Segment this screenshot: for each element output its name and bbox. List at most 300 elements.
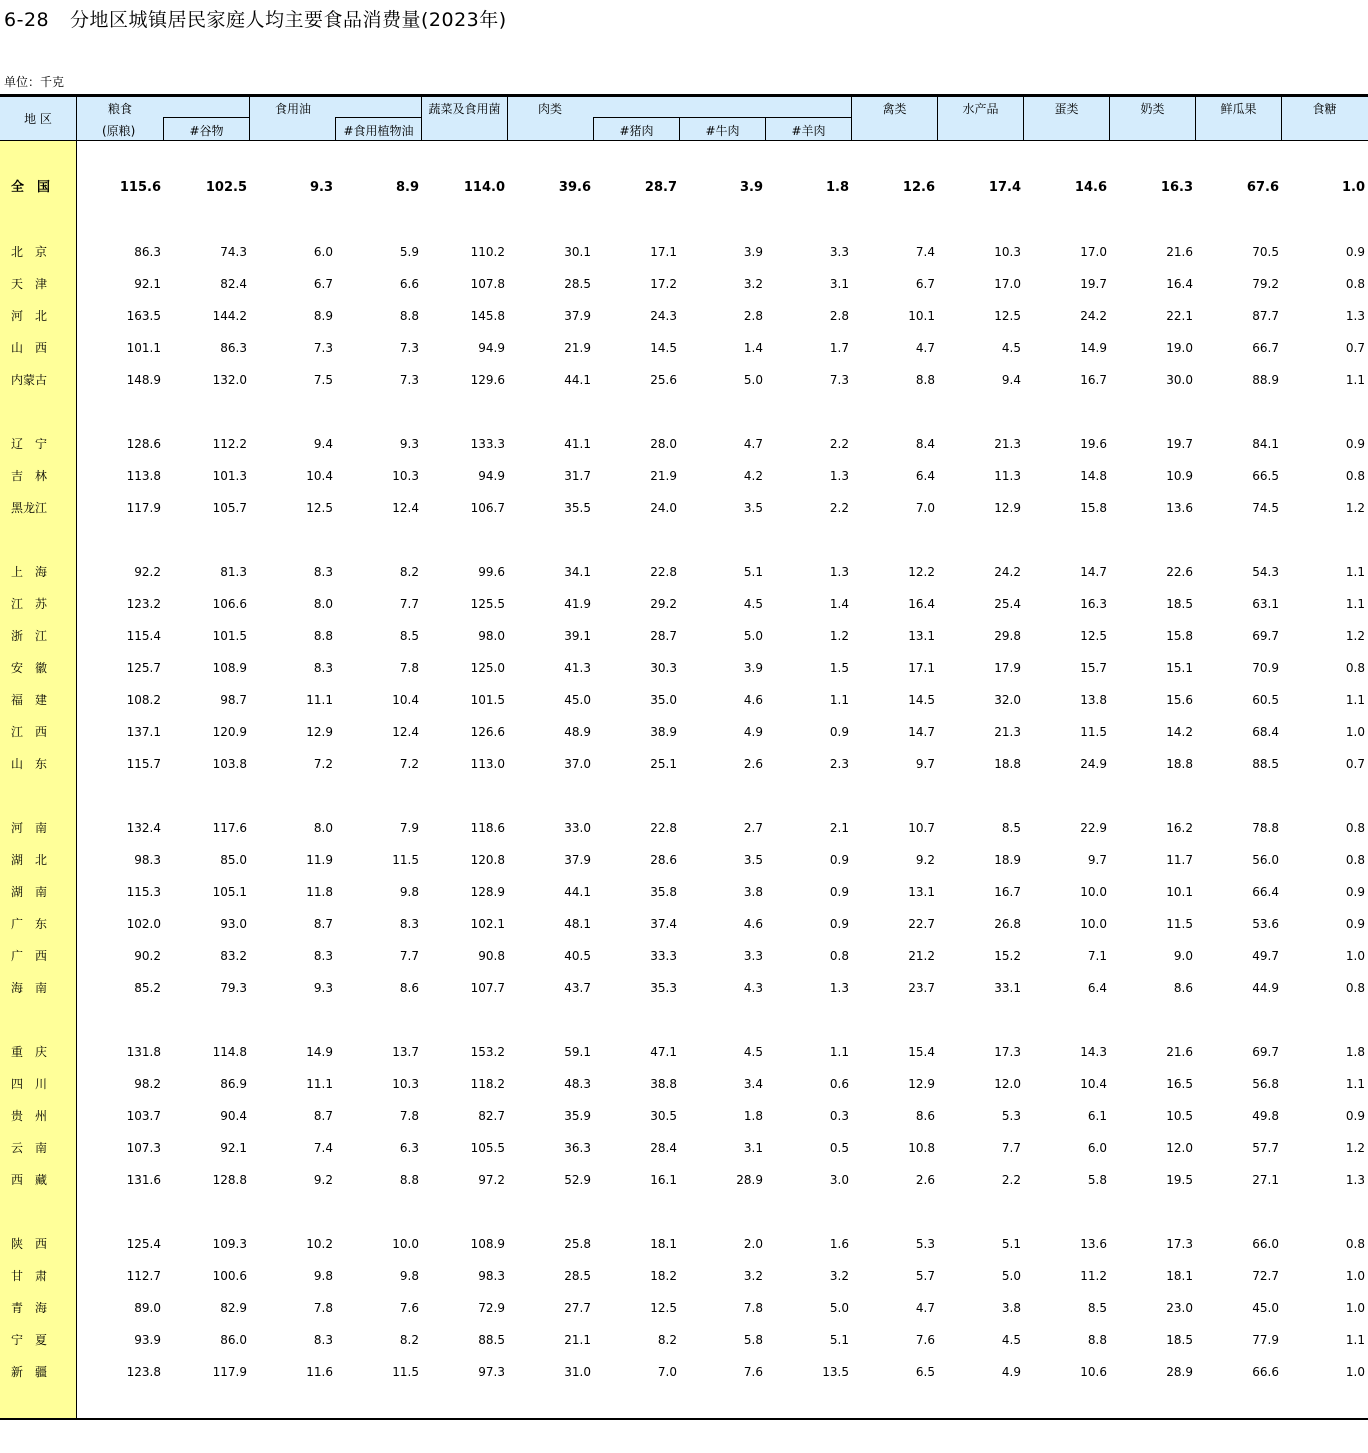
top-rule (0, 94, 1368, 97)
table-cell: 120.8 (470, 853, 505, 867)
region-name: 贵 州 (11, 1109, 48, 1123)
table-cell: 1.3 (829, 981, 849, 995)
table-cell: 7.8 (313, 1301, 333, 1315)
table-cell: 16.3 (1080, 597, 1107, 611)
table-cell: 3.8 (1001, 1301, 1021, 1315)
header-aquatic: 水产品 (962, 102, 999, 116)
table-cell: 88.5 (1252, 757, 1279, 771)
header-fruit: 鲜瓜果 (1220, 102, 1257, 116)
table-cell: 86.9 (220, 1077, 247, 1091)
table-row (0, 1260, 1368, 1292)
table-cell: 8.3 (313, 1333, 333, 1347)
table-cell: 3.5 (743, 501, 763, 515)
header-cereal: #谷物 (189, 124, 224, 138)
table-row (0, 300, 1368, 332)
table-cell: 12.4 (392, 725, 419, 739)
table-cell: 10.0 (1080, 917, 1107, 931)
table-cell: 8.7 (313, 917, 333, 931)
table-cell: 19.7 (1166, 437, 1193, 451)
table-cell: 93.9 (134, 1333, 161, 1347)
table-cell: 18.5 (1166, 1333, 1193, 1347)
table-cell: 15.1 (1166, 661, 1193, 675)
table-cell: 12.6 (902, 180, 935, 195)
table-cell: 9.2 (915, 853, 935, 867)
table-cell: 100.6 (212, 1269, 247, 1283)
table-cell: 19.7 (1080, 277, 1107, 291)
table-cell: 0.9 (1345, 885, 1365, 899)
table-cell: 18.9 (994, 853, 1021, 867)
table-cell: 131.8 (126, 1045, 161, 1059)
table-cell: 137.1 (126, 725, 161, 739)
table-cell: 32.0 (994, 693, 1021, 707)
table-cell: 79.3 (220, 981, 247, 995)
table-cell: 117.6 (212, 821, 247, 835)
table-cell: 14.5 (650, 341, 677, 355)
table-cell: 101.5 (212, 629, 247, 643)
table-cell: 1.3 (829, 469, 849, 483)
table-cell: 6.7 (313, 277, 333, 291)
table-cell: 81.3 (220, 565, 247, 579)
table-cell: 14.9 (1080, 341, 1107, 355)
table-cell: 7.1 (1087, 949, 1107, 963)
table-cell: 106.6 (212, 597, 247, 611)
table-cell: 7.0 (915, 501, 935, 515)
table-cell: 28.7 (650, 629, 677, 643)
table-cell: 28.6 (650, 853, 677, 867)
table-cell: 8.8 (399, 1173, 419, 1187)
header-sugar: 食糖 (1312, 102, 1337, 116)
table-cell: 0.7 (1345, 757, 1365, 771)
table-cell: 0.7 (1345, 341, 1365, 355)
table-cell: 109.3 (212, 1237, 247, 1251)
table-cell: 14.5 (908, 693, 935, 707)
table-cell: 8.2 (657, 1333, 677, 1347)
table-cell: 16.4 (908, 597, 935, 611)
table-cell: 0.5 (829, 1141, 849, 1155)
table-cell: 1.0 (1345, 949, 1365, 963)
table-cell: 53.6 (1252, 917, 1279, 931)
table-cell: 123.2 (126, 597, 161, 611)
table-cell: 0.9 (829, 885, 849, 899)
table-row (0, 908, 1368, 940)
table-title (4, 5, 507, 32)
table-cell: 1.8 (743, 1109, 763, 1123)
table-cell: 92.1 (220, 1141, 247, 1155)
table-cell: 21.3 (994, 725, 1021, 739)
table-cell: 7.6 (743, 1365, 763, 1379)
table-cell: 105.7 (212, 501, 247, 515)
table-cell: 34.1 (564, 565, 591, 579)
table-cell: 8.9 (313, 309, 333, 323)
table-cell: 0.9 (1345, 245, 1365, 259)
table-row (0, 1324, 1368, 1356)
table-cell: 19.6 (1080, 437, 1107, 451)
table-cell: 44.1 (564, 885, 591, 899)
table-cell: 9.3 (313, 981, 333, 995)
table-cell: 66.6 (1252, 1365, 1279, 1379)
table-cell: 69.7 (1252, 1045, 1279, 1059)
table-cell: 44.1 (564, 373, 591, 387)
table-cell: 1.3 (829, 565, 849, 579)
header-poultry: 禽类 (882, 102, 907, 116)
table-cell: 90.4 (220, 1109, 247, 1123)
table-cell: 79.2 (1252, 277, 1279, 291)
table-cell: 16.7 (1080, 373, 1107, 387)
table-cell: 68.4 (1252, 725, 1279, 739)
header-veg-oil: #食用植物油 (343, 124, 414, 138)
table-cell: 35.5 (564, 501, 591, 515)
table-cell: 3.2 (829, 1269, 849, 1283)
region-name: 湖 南 (11, 885, 48, 899)
table-cell: 0.6 (829, 1077, 849, 1091)
table-cell: 1.4 (829, 597, 849, 611)
table-cell: 11.1 (306, 1077, 333, 1091)
table-cell: 1.0 (1345, 1301, 1365, 1315)
table-cell: 22.6 (1166, 565, 1193, 579)
table-cell: 85.0 (220, 853, 247, 867)
table-cell: 37.0 (564, 757, 591, 771)
table-cell: 2.2 (829, 437, 849, 451)
table-cell: 144.2 (212, 309, 247, 323)
table-cell: 1.2 (1345, 629, 1365, 643)
table-cell: 12.4 (392, 501, 419, 515)
table-cell: 2.1 (829, 821, 849, 835)
table-cell: 5.8 (1087, 1173, 1107, 1187)
table-row (0, 428, 1368, 460)
table-cell: 6.3 (399, 1141, 419, 1155)
table-cell: 28.9 (1166, 1365, 1193, 1379)
table-cell: 7.7 (1001, 1141, 1021, 1155)
table-cell: 86.3 (134, 245, 161, 259)
table-cell: 113.0 (470, 757, 505, 771)
table-cell: 72.9 (478, 1301, 505, 1315)
table-cell: 38.9 (650, 725, 677, 739)
table-cell: 117.9 (126, 501, 161, 515)
table-cell: 11.8 (306, 885, 333, 899)
table-cell: 1.1 (829, 693, 849, 707)
table-cell: 93.0 (220, 917, 247, 931)
table-cell: 128.8 (212, 1173, 247, 1187)
table-cell: 35.0 (650, 693, 677, 707)
table-cell: 66.0 (1252, 1237, 1279, 1251)
header-eggs: 蛋类 (1054, 102, 1079, 116)
table-cell: 35.8 (650, 885, 677, 899)
table-cell: 8.3 (399, 917, 419, 931)
header-beef: #牛肉 (705, 124, 740, 138)
region-name: 重 庆 (11, 1045, 48, 1059)
table-cell: 13.6 (1166, 501, 1193, 515)
table-cell: 118.2 (470, 1077, 505, 1091)
table-row (0, 1100, 1368, 1132)
table-cell: 6.6 (399, 277, 419, 291)
unit-label: 单位：千克 (4, 75, 65, 89)
table-cell: 2.3 (829, 757, 849, 771)
table-cell: 5.7 (915, 1269, 935, 1283)
table-cell: 30.1 (564, 245, 591, 259)
table-cell: 0.8 (1345, 1237, 1365, 1251)
table-cell: 1.0 (1345, 725, 1365, 739)
table-cell: 10.1 (908, 309, 935, 323)
table-row (0, 1228, 1368, 1260)
table-cell: 10.2 (306, 1237, 333, 1251)
table-cell: 12.9 (908, 1077, 935, 1091)
table-cell: 3.2 (743, 277, 763, 291)
table-cell: 16.4 (1166, 277, 1193, 291)
table-cell: 98.2 (134, 1077, 161, 1091)
table-cell: 33.0 (564, 821, 591, 835)
table-cell: 8.9 (395, 180, 419, 195)
table-cell: 3.4 (743, 1077, 763, 1091)
table-number: 6-28 (4, 9, 50, 31)
table-cell: 148.9 (126, 373, 161, 387)
table-cell: 5.3 (915, 1237, 935, 1251)
table-cell: 25.1 (650, 757, 677, 771)
table-cell: 33.1 (994, 981, 1021, 995)
table-cell: 41.9 (564, 597, 591, 611)
table-cell: 108.2 (126, 693, 161, 707)
table-cell: 8.0 (313, 821, 333, 835)
header-dairy: 奶类 (1140, 102, 1165, 116)
region-name: 陕 西 (11, 1237, 48, 1251)
table-cell: 98.3 (134, 853, 161, 867)
table-row (0, 492, 1368, 524)
region-name: 西 藏 (11, 1173, 48, 1187)
table-cell: 125.4 (126, 1237, 161, 1251)
region-name: 福 建 (11, 693, 48, 707)
table-cell: 23.0 (1166, 1301, 1193, 1315)
header-bottom-rule (0, 140, 1368, 141)
table-cell: 118.6 (470, 821, 505, 835)
table-cell: 13.7 (392, 1045, 419, 1059)
table-cell: 15.8 (1080, 501, 1107, 515)
table-row (0, 876, 1368, 908)
header-subline (593, 117, 851, 118)
region-name: 四 川 (11, 1077, 48, 1091)
table-cell: 132.0 (212, 373, 247, 387)
table-cell: 7.7 (399, 949, 419, 963)
table-row (0, 1356, 1368, 1388)
table-cell: 92.1 (134, 277, 161, 291)
table-cell: 78.8 (1252, 821, 1279, 835)
header-grain-sub: (原粮) (102, 124, 136, 138)
table-cell: 0.9 (1345, 1109, 1365, 1123)
table-cell: 45.0 (1252, 1301, 1279, 1315)
table-cell: 1.0 (1345, 1365, 1365, 1379)
table-cell: 4.5 (743, 1045, 763, 1059)
header-subline (335, 117, 422, 118)
table-row (0, 1292, 1368, 1324)
table-cell: 4.7 (915, 341, 935, 355)
table-cell: 28.5 (564, 1269, 591, 1283)
table-cell: 8.8 (1087, 1333, 1107, 1347)
table-cell: 6.0 (1087, 1141, 1107, 1155)
table-cell: 74.3 (220, 245, 247, 259)
table-cell: 1.1 (1345, 1333, 1365, 1347)
table-cell: 16.3 (1160, 180, 1193, 195)
table-cell: 49.7 (1252, 949, 1279, 963)
table-cell: 1.3 (1345, 1173, 1365, 1187)
table-cell: 86.3 (220, 341, 247, 355)
table-cell: 0.8 (1345, 981, 1365, 995)
table-cell: 45.0 (564, 693, 591, 707)
table-cell: 131.6 (126, 1173, 161, 1187)
table-cell: 4.5 (1001, 341, 1021, 355)
region-name: 浙 江 (11, 629, 48, 643)
table-cell: 15.2 (994, 949, 1021, 963)
table-cell: 8.4 (915, 437, 935, 451)
table-cell: 102.5 (205, 180, 247, 195)
table-cell: 47.1 (650, 1045, 677, 1059)
table-row (0, 1068, 1368, 1100)
table-cell: 11.2 (1080, 1269, 1107, 1283)
table-cell: 23.7 (908, 981, 935, 995)
table-cell: 22.1 (1166, 309, 1193, 323)
table-cell: 74.5 (1252, 501, 1279, 515)
table-cell: 7.8 (399, 661, 419, 675)
table-cell: 11.1 (306, 693, 333, 707)
table-cell: 6.4 (1087, 981, 1107, 995)
table-cell: 2.7 (743, 821, 763, 835)
table-cell: 120.9 (212, 725, 247, 739)
table-cell: 2.6 (915, 1173, 935, 1187)
table-cell: 82.7 (478, 1109, 505, 1123)
table-cell: 25.4 (994, 597, 1021, 611)
table-cell: 22.7 (908, 917, 935, 931)
table-row (0, 844, 1368, 876)
table-cell: 0.8 (1345, 661, 1365, 675)
header-pork: #猪肉 (619, 124, 654, 138)
table-cell: 86.0 (220, 1333, 247, 1347)
table-cell: 10.8 (908, 1141, 935, 1155)
table-cell: 18.5 (1166, 597, 1193, 611)
table-cell: 70.9 (1252, 661, 1279, 675)
table-cell: 37.9 (564, 309, 591, 323)
table-cell: 10.5 (1166, 1109, 1193, 1123)
table-cell: 2.6 (743, 757, 763, 771)
table-cell: 9.3 (399, 437, 419, 451)
table-cell: 21.9 (564, 341, 591, 355)
region-name: 天 津 (11, 277, 48, 291)
table-cell: 101.5 (470, 693, 505, 707)
table-cell: 12.5 (650, 1301, 677, 1315)
table-cell: 4.6 (743, 693, 763, 707)
table-cell: 133.3 (470, 437, 505, 451)
table-cell: 7.6 (915, 1333, 935, 1347)
table-cell: 3.9 (743, 245, 763, 259)
table-row (0, 1036, 1368, 1068)
table-cell: 97.2 (478, 1173, 505, 1187)
table-cell: 115.4 (126, 629, 161, 643)
table-cell: 52.9 (564, 1173, 591, 1187)
table-row (0, 940, 1368, 972)
table-cell: 0.8 (1345, 853, 1365, 867)
region-name: 广 东 (11, 917, 48, 931)
table-cell: 17.1 (908, 661, 935, 675)
table-cell: 83.2 (220, 949, 247, 963)
region-name: 内蒙古 (11, 373, 48, 387)
table-cell: 66.5 (1252, 469, 1279, 483)
table-cell: 8.3 (313, 949, 333, 963)
table-cell: 11.5 (1080, 725, 1107, 739)
table-cell: 114.0 (463, 180, 505, 195)
table-cell: 13.1 (908, 629, 935, 643)
table-cell: 5.0 (829, 1301, 849, 1315)
table-cell: 84.1 (1252, 437, 1279, 451)
table-cell: 1.0 (1341, 180, 1365, 195)
table-cell: 5.0 (743, 373, 763, 387)
table-cell: 4.5 (743, 597, 763, 611)
table-cell: 105.1 (212, 885, 247, 899)
table-cell: 13.8 (1080, 693, 1107, 707)
table-cell: 1.3 (1345, 309, 1365, 323)
bottom-rule (0, 1418, 1368, 1420)
table-cell: 7.4 (313, 1141, 333, 1155)
table-cell: 7.2 (313, 757, 333, 771)
table-cell: 82.4 (220, 277, 247, 291)
table-row (0, 588, 1368, 620)
table-cell: 57.7 (1252, 1141, 1279, 1155)
table-cell: 107.7 (470, 981, 505, 995)
table-cell: 10.6 (1080, 1365, 1107, 1379)
header-mutton: #羊肉 (791, 124, 826, 138)
table-cell: 4.9 (743, 725, 763, 739)
table-cell: 1.7 (829, 341, 849, 355)
table-cell: 3.3 (829, 245, 849, 259)
table-cell: 8.7 (313, 1109, 333, 1123)
table-cell: 10.4 (392, 693, 419, 707)
table-cell: 59.1 (564, 1045, 591, 1059)
table-cell: 8.8 (313, 629, 333, 643)
table-cell: 3.5 (743, 853, 763, 867)
region-name: 安 徽 (11, 661, 48, 675)
table-cell: 8.2 (399, 565, 419, 579)
table-cell: 102.0 (126, 917, 161, 931)
table-cell: 37.9 (564, 853, 591, 867)
table-cell: 12.0 (994, 1077, 1021, 1091)
table-cell: 3.9 (743, 661, 763, 675)
table-cell: 22.8 (650, 565, 677, 579)
table-row (0, 684, 1368, 716)
table-cell: 10.3 (994, 245, 1021, 259)
table-cell: 7.3 (399, 341, 419, 355)
table-cell: 5.1 (743, 565, 763, 579)
region-name: 全 国 (11, 180, 51, 195)
table-row (0, 972, 1368, 1004)
table-cell: 17.1 (650, 245, 677, 259)
table-cell: 88.5 (478, 1333, 505, 1347)
table-cell: 115.3 (126, 885, 161, 899)
table-cell: 1.4 (743, 341, 763, 355)
table-cell: 108.9 (212, 661, 247, 675)
table-cell: 10.3 (392, 469, 419, 483)
region-name: 青 海 (11, 1301, 48, 1315)
header-divider (507, 96, 508, 141)
region-name: 江 苏 (11, 597, 48, 611)
table-cell: 17.4 (988, 180, 1021, 195)
table-cell: 60.5 (1252, 693, 1279, 707)
table-cell: 7.5 (313, 373, 333, 387)
table-cell: 21.1 (564, 1333, 591, 1347)
header-region: 地 区 (24, 112, 52, 126)
table-cell: 39.6 (558, 180, 591, 195)
table-cell: 35.9 (564, 1109, 591, 1123)
table-cell: 15.4 (908, 1045, 935, 1059)
table-cell: 25.8 (564, 1237, 591, 1251)
table-cell: 1.6 (829, 1237, 849, 1251)
table-cell: 89.0 (134, 1301, 161, 1315)
table-cell: 2.8 (829, 309, 849, 323)
region-name: 甘 肃 (11, 1269, 48, 1283)
